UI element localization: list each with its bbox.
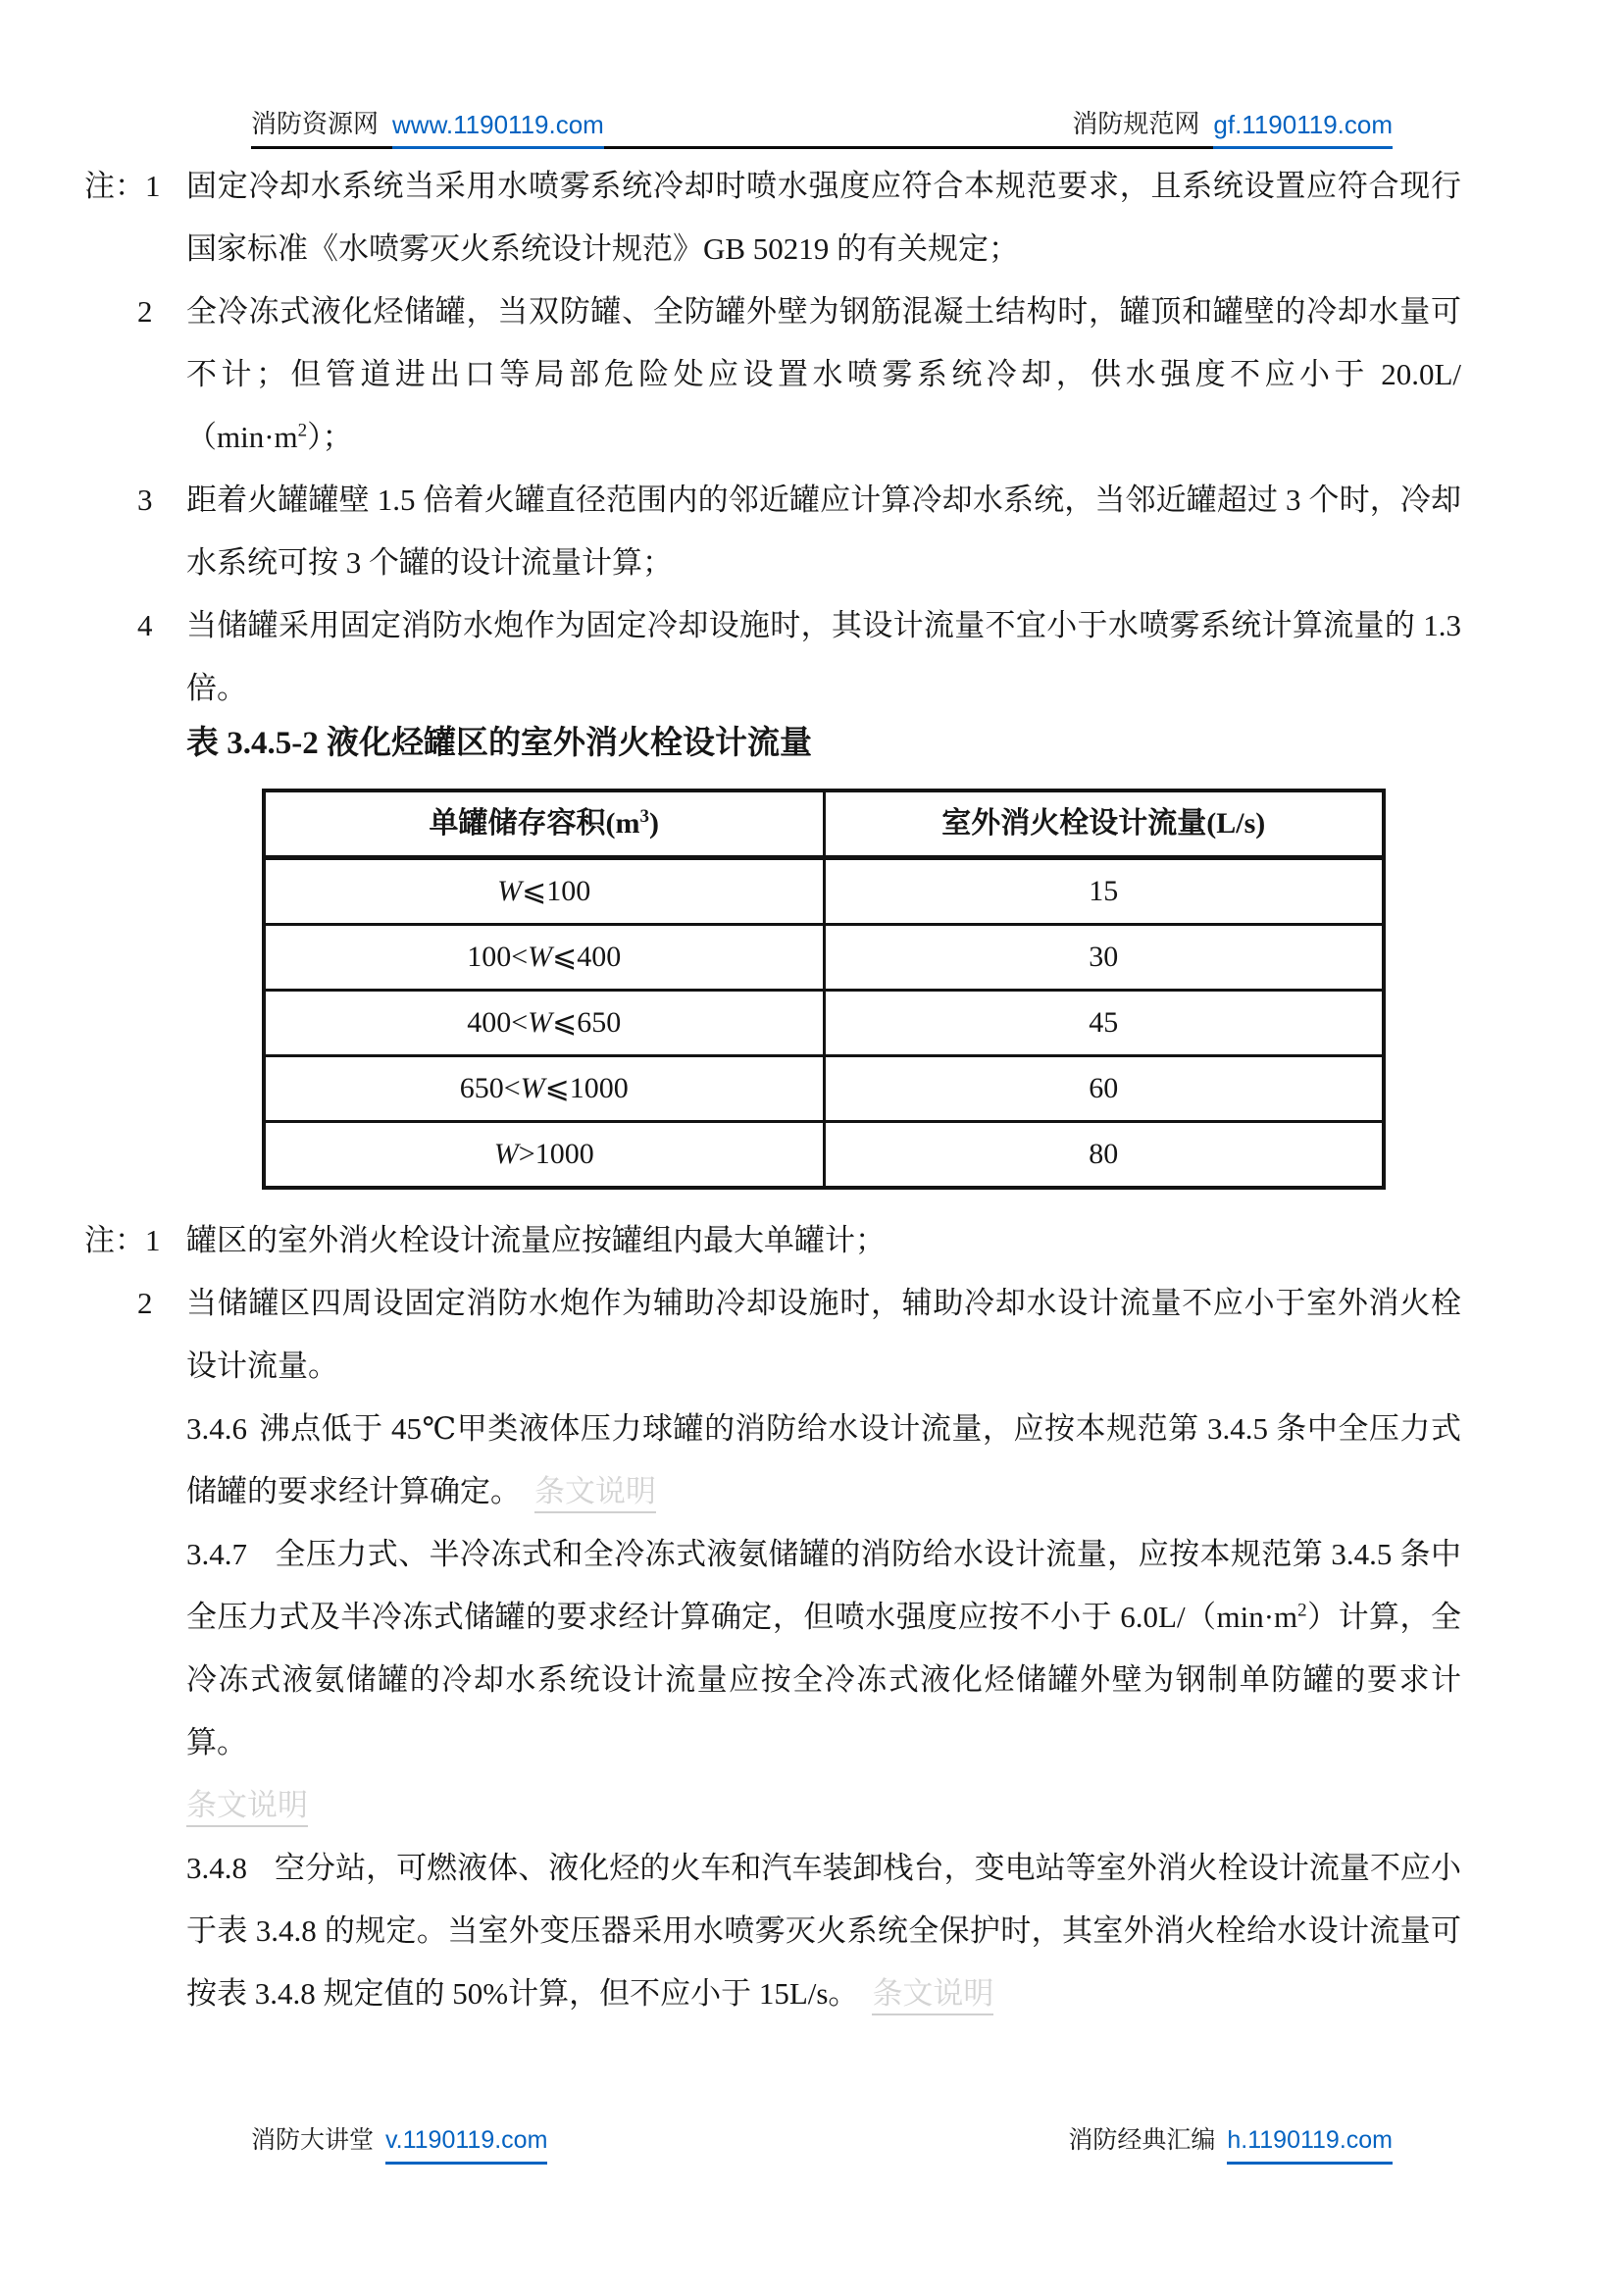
superscript-3: 3 — [639, 806, 649, 827]
header-right-site-link[interactable]: gf.1190119.com — [1213, 110, 1393, 149]
superscript-2: 2 — [1297, 1600, 1307, 1621]
condition-text: >1000 — [518, 1138, 594, 1170]
header-right — [1072, 110, 1393, 139]
note-text: 罐区的室外消火栓设计流量应按罐组内最大单罐计； — [186, 1223, 886, 1257]
section-number: 3.4.6 — [186, 1411, 247, 1446]
note-text: 固定冷却水系统当采用水喷雾系统冷却时喷水强度应符合本规范要求，且系统设置应符合现行国家标准《水喷雾灭火系统设计规范》GB 50219 的有关规定； — [186, 169, 1461, 266]
condition-text: ⩽400 — [552, 941, 622, 973]
condition-text: 400< — [467, 1006, 529, 1039]
note-item-3 — [137, 469, 1461, 594]
note-number: 4 — [137, 608, 153, 642]
note-number: 2 — [137, 1286, 153, 1320]
document-body — [84, 155, 1461, 2025]
value-cell: 60 — [824, 1056, 1384, 1122]
header-left — [251, 110, 604, 139]
footer-left — [251, 2122, 547, 2165]
table-row — [264, 925, 1384, 991]
footer-right-link[interactable]: h.1190119.com — [1227, 2122, 1393, 2165]
notes-top-block — [84, 155, 1461, 720]
note-item-2 — [137, 280, 1461, 469]
section-3-4-6 — [186, 1398, 1461, 1523]
condition-text: ⩽650 — [552, 1006, 622, 1039]
table-row — [264, 991, 1384, 1056]
table-row — [264, 1122, 1384, 1189]
page-header — [251, 110, 1393, 149]
column-header-tank-volume — [264, 790, 824, 858]
table-header-row — [264, 790, 1384, 858]
variable-w: W — [497, 875, 523, 907]
note-zhu-label: 注： — [84, 169, 145, 203]
note-text: 距着火罐罐壁 1.5 倍着火罐直径范围内的邻近罐应计算冷却水系统，当邻近罐超过 3 个时，冷却水系统可按 3 个罐的设计流量计算； — [186, 483, 1461, 580]
column-header-design-flow: 室外消火栓设计流量(L/s) — [824, 790, 1384, 858]
variable-w: W — [520, 1072, 545, 1104]
clause-explanation-link[interactable]: 条文说明 — [534, 1474, 656, 1513]
variable-w: W — [493, 1138, 519, 1170]
header-text: 单罐储存容积(m — [429, 807, 640, 840]
condition-cell — [264, 1056, 824, 1122]
note-number: 1 — [145, 1223, 161, 1257]
superscript-2: 2 — [297, 420, 308, 441]
note-text: 当储罐采用固定消防水炮作为固定冷却设施时，其设计流量不宜小于水喷雾系统计算流量的 1.3 倍。 — [186, 608, 1461, 705]
variable-w: W — [528, 1006, 553, 1039]
note-text: 全冷冻式液化烃储罐，当双防罐、全防罐外壁为钢筋混凝土结构时，罐顶和罐壁的冷却水量可不计；但管道进出口等局部危险处应设置水喷雾系统冷却，供水强度不应小于 20.0L/（min·m — [186, 294, 1461, 454]
table-row — [264, 1056, 1384, 1122]
value-cell: 30 — [824, 925, 1384, 991]
note-marker — [84, 1209, 161, 1272]
note-number: 3 — [137, 483, 153, 517]
fire-hydrant-flow-table — [262, 789, 1386, 1190]
note-text: ）； — [307, 420, 353, 454]
section-number: 3.4.8 — [186, 1851, 247, 1885]
clause-explanation-line — [186, 1774, 1461, 1837]
table-note-item-2 — [137, 1272, 1461, 1398]
footer-right — [1068, 2122, 1393, 2165]
note-zhu-label: 注： — [84, 1223, 145, 1257]
variable-w: W — [528, 941, 553, 973]
footer-left-label: 消防大讲堂 — [251, 2127, 375, 2154]
section-3-4-7 — [186, 1523, 1461, 1774]
clause-explanation-link[interactable]: 条文说明 — [186, 1788, 308, 1827]
value-cell: 45 — [824, 991, 1384, 1056]
table-note-item-1 — [84, 1209, 1461, 1272]
condition-cell — [264, 925, 824, 991]
note-text: 当储罐区四周设固定消防水炮作为辅助冷却设施时，辅助冷却水设计流量不应小于室外消火栓设计流量。 — [186, 1286, 1461, 1383]
condition-cell — [264, 858, 824, 925]
section-number: 3.4.7 — [186, 1537, 247, 1571]
footer-right-label: 消防经典汇编 — [1068, 2127, 1216, 2154]
table-title: 表 3.4.5-2 液化烃罐区的室外消火栓设计流量 — [186, 726, 812, 761]
note-item-4 — [137, 594, 1461, 720]
footer-left-link[interactable]: v.1190119.com — [385, 2122, 547, 2165]
note-number: 2 — [137, 294, 153, 329]
header-text: ) — [648, 807, 659, 840]
condition-text: 650< — [459, 1072, 521, 1104]
section-3-4-8 — [186, 1837, 1461, 2025]
value-cell: 80 — [824, 1122, 1384, 1189]
header-left-site-link[interactable]: www.1190119.com — [392, 110, 604, 149]
table-row — [264, 858, 1384, 925]
note-number: 1 — [145, 169, 161, 203]
section-text: 空分站，可燃液体、液化烃的火车和汽车装卸栈台，变电站等室外消火栓设计流量不应小于表 3.4.8 的规定。当室外变压器采用水喷雾灭火系统全保护时，其室外消火栓给水设计流量可按表 3.4.8 规定值的 50%计算，但不应小于 15L/s。 — [186, 1851, 1461, 2011]
condition-text: ⩽1000 — [544, 1072, 629, 1104]
value-cell: 15 — [824, 858, 1384, 925]
header-left-site-label: 消防资源网 — [251, 110, 380, 138]
condition-text: 100< — [467, 941, 529, 973]
section-text: ）计算，全冷冻式液氨储罐的冷却水系统设计流量应按全冷冻式液化烃储罐外壁为钢制单防罐的要求计算。 — [186, 1600, 1461, 1759]
section-text: 全压力式、半冷冻式和全冷冻式液氨储罐的消防给水设计流量，应按本规范第 3.4.5 条中全压力式及半冷冻式储罐的要求经计算确定，但喷水强度应按不小于 6.0L/（min·m — [186, 1537, 1461, 1634]
note-item-1 — [84, 155, 1461, 280]
page-footer — [251, 2122, 1393, 2165]
note-marker — [84, 155, 161, 218]
section-text: 沸点低于 45℃甲类液体压力球罐的消防给水设计流量，应按本规范第 3.4.5 条中全压力式储罐的要求经计算确定。 — [186, 1411, 1461, 1508]
condition-cell — [264, 991, 824, 1056]
notes-table-block — [84, 1209, 1461, 1398]
condition-text: ⩽100 — [522, 875, 591, 907]
condition-cell — [264, 1122, 824, 1189]
header-right-site-label: 消防规范网 — [1072, 110, 1200, 138]
clause-explanation-link[interactable]: 条文说明 — [872, 1976, 993, 2015]
